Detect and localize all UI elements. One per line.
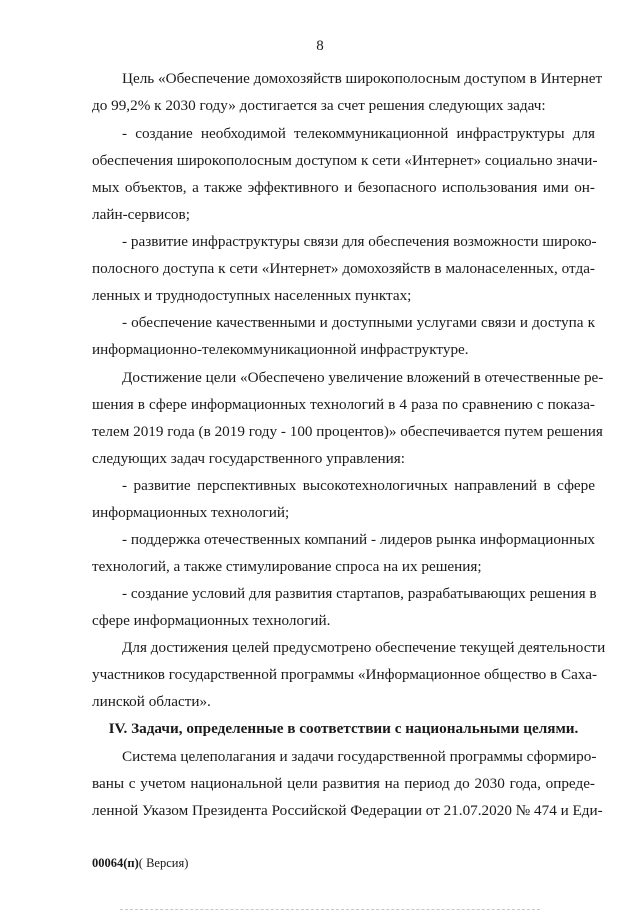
text-line: Цель «Обеспечение домохозяйств широкополосным доступом в Интернет	[122, 70, 603, 87]
footer-version: ( Версия)	[138, 856, 189, 870]
text-line: - создание необходимой телекоммуникационной инфраструктуры для	[122, 125, 595, 142]
text-line: линской области».	[92, 693, 211, 710]
text-line: шения в сфере информационных технологий в 4 раза по сравнению с показа-	[92, 396, 595, 413]
page-number: 8	[316, 38, 324, 54]
text-line: обеспечения широкополосным доступом к сети «Интернет» социально значи-	[92, 152, 598, 169]
footer-document-code	[92, 856, 188, 871]
text-line: сфере информационных технологий.	[92, 612, 331, 629]
text-line: информационных технологий;	[92, 504, 290, 521]
text-line: участников государственной программы «Информационное общество в Саха-	[92, 666, 598, 683]
text-line: - обеспечение качественными и доступными услугами связи и доступа к	[122, 314, 595, 331]
text-line: мых объектов, а также эффективного и безопасного использования ими он-	[92, 179, 595, 196]
footer-code: 00064(п)	[92, 856, 139, 870]
text-line: ленных и труднодоступных населенных пунктах;	[92, 287, 412, 304]
text-line: ваны с учетом национальной цели развития на период до 2030 года, опреде-	[92, 775, 595, 792]
text-line: до 99,2% к 2030 году» достигается за счет решения следующих задач:	[92, 97, 546, 114]
text-line: следующих задач государственного управления:	[92, 450, 405, 467]
text-line: ленной Указом Президента Российской Федерации от 21.07.2020 № 474 и Еди-	[92, 802, 603, 819]
text-line: - развитие инфраструктуры связи для обеспечения возможности широко-	[122, 233, 597, 250]
text-line: - поддержка отечественных компаний - лидеров рынка информационных	[122, 531, 595, 548]
text-line: телем 2019 года (в 2019 году - 100 процентов)» обеспечивается путем решения	[92, 423, 603, 440]
text-line: лайн-сервисов;	[92, 206, 190, 223]
text-line: Достижение цели «Обеспечено увеличение вложений в отечественные ре-	[122, 369, 604, 386]
text-line: технологий, а также стимулирование спроса на их решения;	[92, 558, 482, 575]
text-line: - создание условий для развития стартапов, разрабатывающих решения в	[122, 585, 597, 602]
text-line: Для достижения целей предусмотрено обеспечение текущей деятельности	[122, 639, 606, 656]
text-line: Система целеполагания и задачи государственной программы сформиро-	[122, 748, 597, 765]
section-heading: IV. Задачи, определенные в соответствии с национальными целями.	[108, 720, 579, 737]
text-line: информационно-телекоммуникационной инфраструктуре.	[92, 341, 469, 358]
text-line: полосного доступа к сети «Интернет» домохозяйств в малонаселенных, отда-	[92, 260, 595, 277]
text-line: - развитие перспективных высокотехнологичных направлений в сфере	[122, 477, 595, 494]
